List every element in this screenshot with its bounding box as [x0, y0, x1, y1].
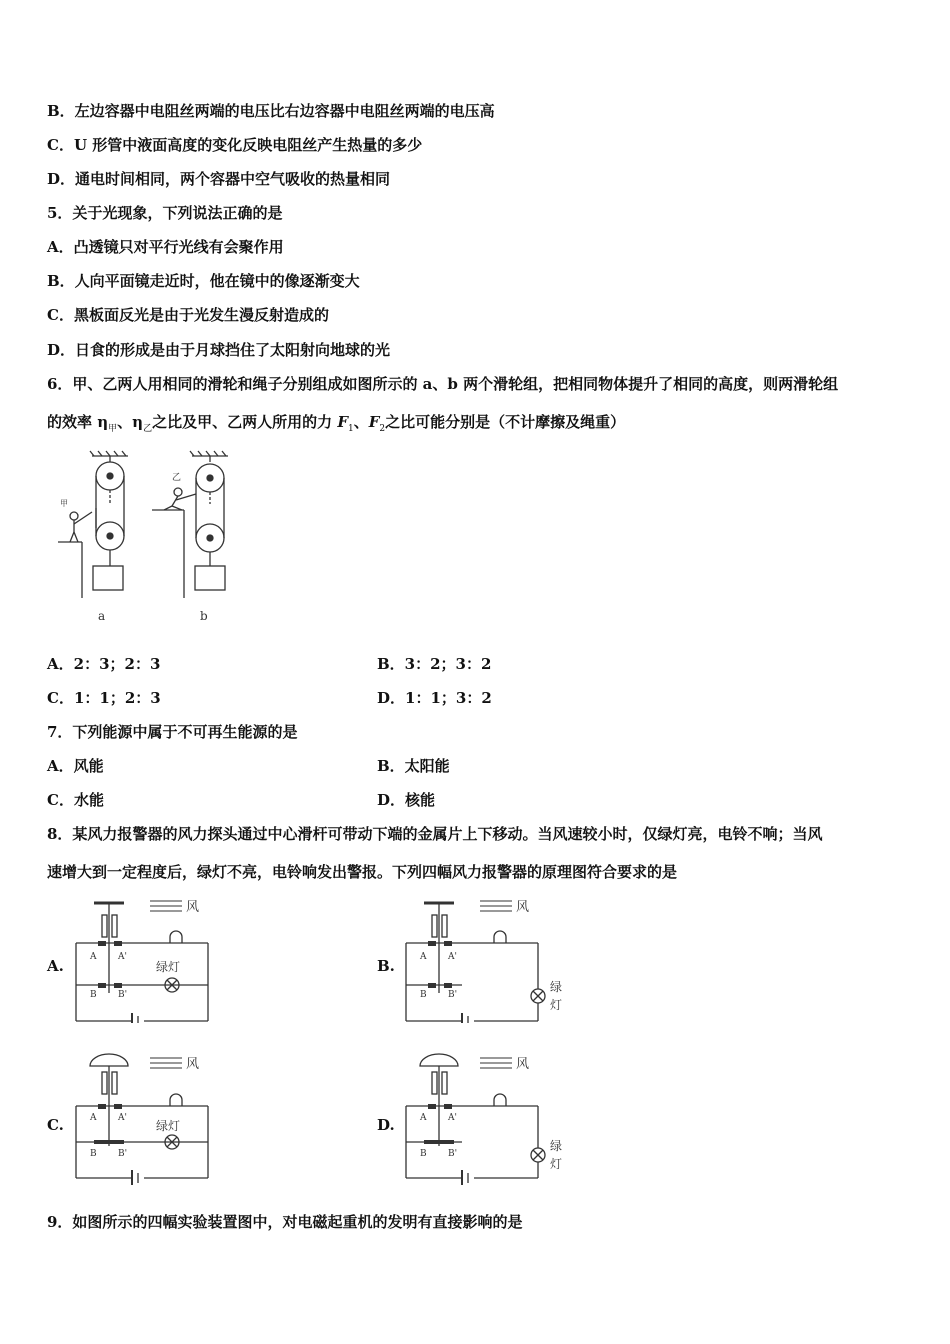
contact-b-prime: B' [118, 990, 128, 1000]
q6-option-c: C．1：1；2：3 [47, 689, 161, 707]
q7-stem: 7．下列能源中属于不可再生能源的是 [47, 723, 298, 741]
contact-b: B [90, 1149, 97, 1159]
green-lamp-label: 绿灯 [156, 960, 181, 974]
q5-option-b: B．人向平面镜走近时，他在镜中的像逐渐变大 [47, 272, 360, 290]
contact-a-prime: A' [448, 952, 457, 962]
q8-label-c: C. [47, 1116, 64, 1134]
contact-a: A [420, 1113, 427, 1123]
contact-a-prime: A' [118, 1113, 127, 1123]
circuit-d [402, 1050, 572, 1185]
contact-b-prime: B' [118, 1149, 128, 1159]
q4-option-d: D．通电时间相同，两个容器中空气吸收的热量相同 [47, 170, 391, 188]
q8-label-a: A. [47, 957, 64, 975]
q6-option-b: B．3：2；3：2 [377, 655, 492, 673]
green-lamp-label-1: 绿 [550, 980, 563, 994]
q6-stem-line1: 6．甲、乙两人用相同的滑轮和绳子分别组成如图所示的 a、b 两个滑轮组，把相同物体提升了相同的高度，则两滑轮组 [47, 375, 839, 393]
pulley-figure [52, 448, 262, 628]
green-lamp-label: 绿灯 [156, 1119, 181, 1133]
contact-b-prime: B' [448, 990, 458, 1000]
q8-label-d: D. [377, 1116, 395, 1134]
circuit-a [72, 893, 212, 1023]
wind-label: 风 [516, 900, 530, 915]
contact-a: A [90, 952, 97, 962]
green-lamp-label-2: 灯 [550, 998, 563, 1012]
contact-b: B [420, 1149, 427, 1159]
wind-label: 风 [186, 1057, 200, 1072]
figure-label-a: a [98, 609, 106, 623]
figure-label-b: b [200, 609, 208, 623]
q4-option-b: B．左边容器中电阻丝两端的电压比右边容器中电阻丝两端的电压高 [47, 102, 495, 120]
wind-label: 风 [186, 900, 200, 915]
q6-option-d: D．1：1；3：2 [377, 689, 492, 707]
q4-option-c: C．U 形管中液面高度的变化反映电阻丝产生热量的多少 [47, 136, 423, 154]
q7-option-d: D．核能 [377, 791, 436, 809]
q5-stem: 5．关于光现象，下列说法正确的是 [47, 204, 283, 222]
circuit-c [72, 1050, 212, 1185]
q6-stem-line2: 的效率 $\eta_甲$、$\eta_乙$之比及甲、乙两人所用的力 $F_1$、$F_2$之比可能分别是（不计摩擦及绳重） [47, 413, 626, 434]
person-label-a: 甲 [60, 499, 68, 508]
contact-a-prime: A' [118, 952, 127, 962]
green-lamp-label-2: 灯 [550, 1157, 563, 1171]
q5-option-a: A．凸透镜只对平行光线有会聚作用 [47, 238, 284, 256]
person-label-b: 乙 [172, 473, 182, 483]
q8-stem-line1: 8．某风力报警器的风力探头通过中心滑杆可带动下端的金属片上下移动。当风速较小时，仅绿灯亮，电铃不响；当风 [47, 825, 823, 843]
q9-stem: 9．如图所示的四幅实验装置图中，对电磁起重机的发明有直接影响的是 [47, 1213, 523, 1231]
green-lamp-label-1: 绿 [550, 1139, 563, 1153]
q7-option-b: B．太阳能 [377, 757, 450, 775]
q5-option-d: D．日食的形成是由于月球挡住了太阳射向地球的光 [47, 341, 391, 359]
contact-b: B [420, 990, 427, 1000]
q7-option-a: A．风能 [47, 757, 104, 775]
contact-a-prime: A' [448, 1113, 457, 1123]
wind-label: 风 [516, 1057, 530, 1072]
contact-a: A [90, 1113, 97, 1123]
q7-option-c: C．水能 [47, 791, 104, 809]
q6-option-a: A．2：3；2：3 [47, 655, 161, 673]
q8-label-b: B. [377, 957, 395, 975]
circuit-b [402, 893, 572, 1023]
contact-b: B [90, 990, 97, 1000]
q8-stem-line2: 速增大到一定程度后，绿灯不亮，电铃响发出警报。下列四幅风力报警器的原理图符合要求的是 [47, 863, 678, 881]
q5-option-c: C．黑板面反光是由于光发生漫反射造成的 [47, 306, 329, 324]
contact-b-prime: B' [448, 1149, 458, 1159]
contact-a: A [420, 952, 427, 962]
